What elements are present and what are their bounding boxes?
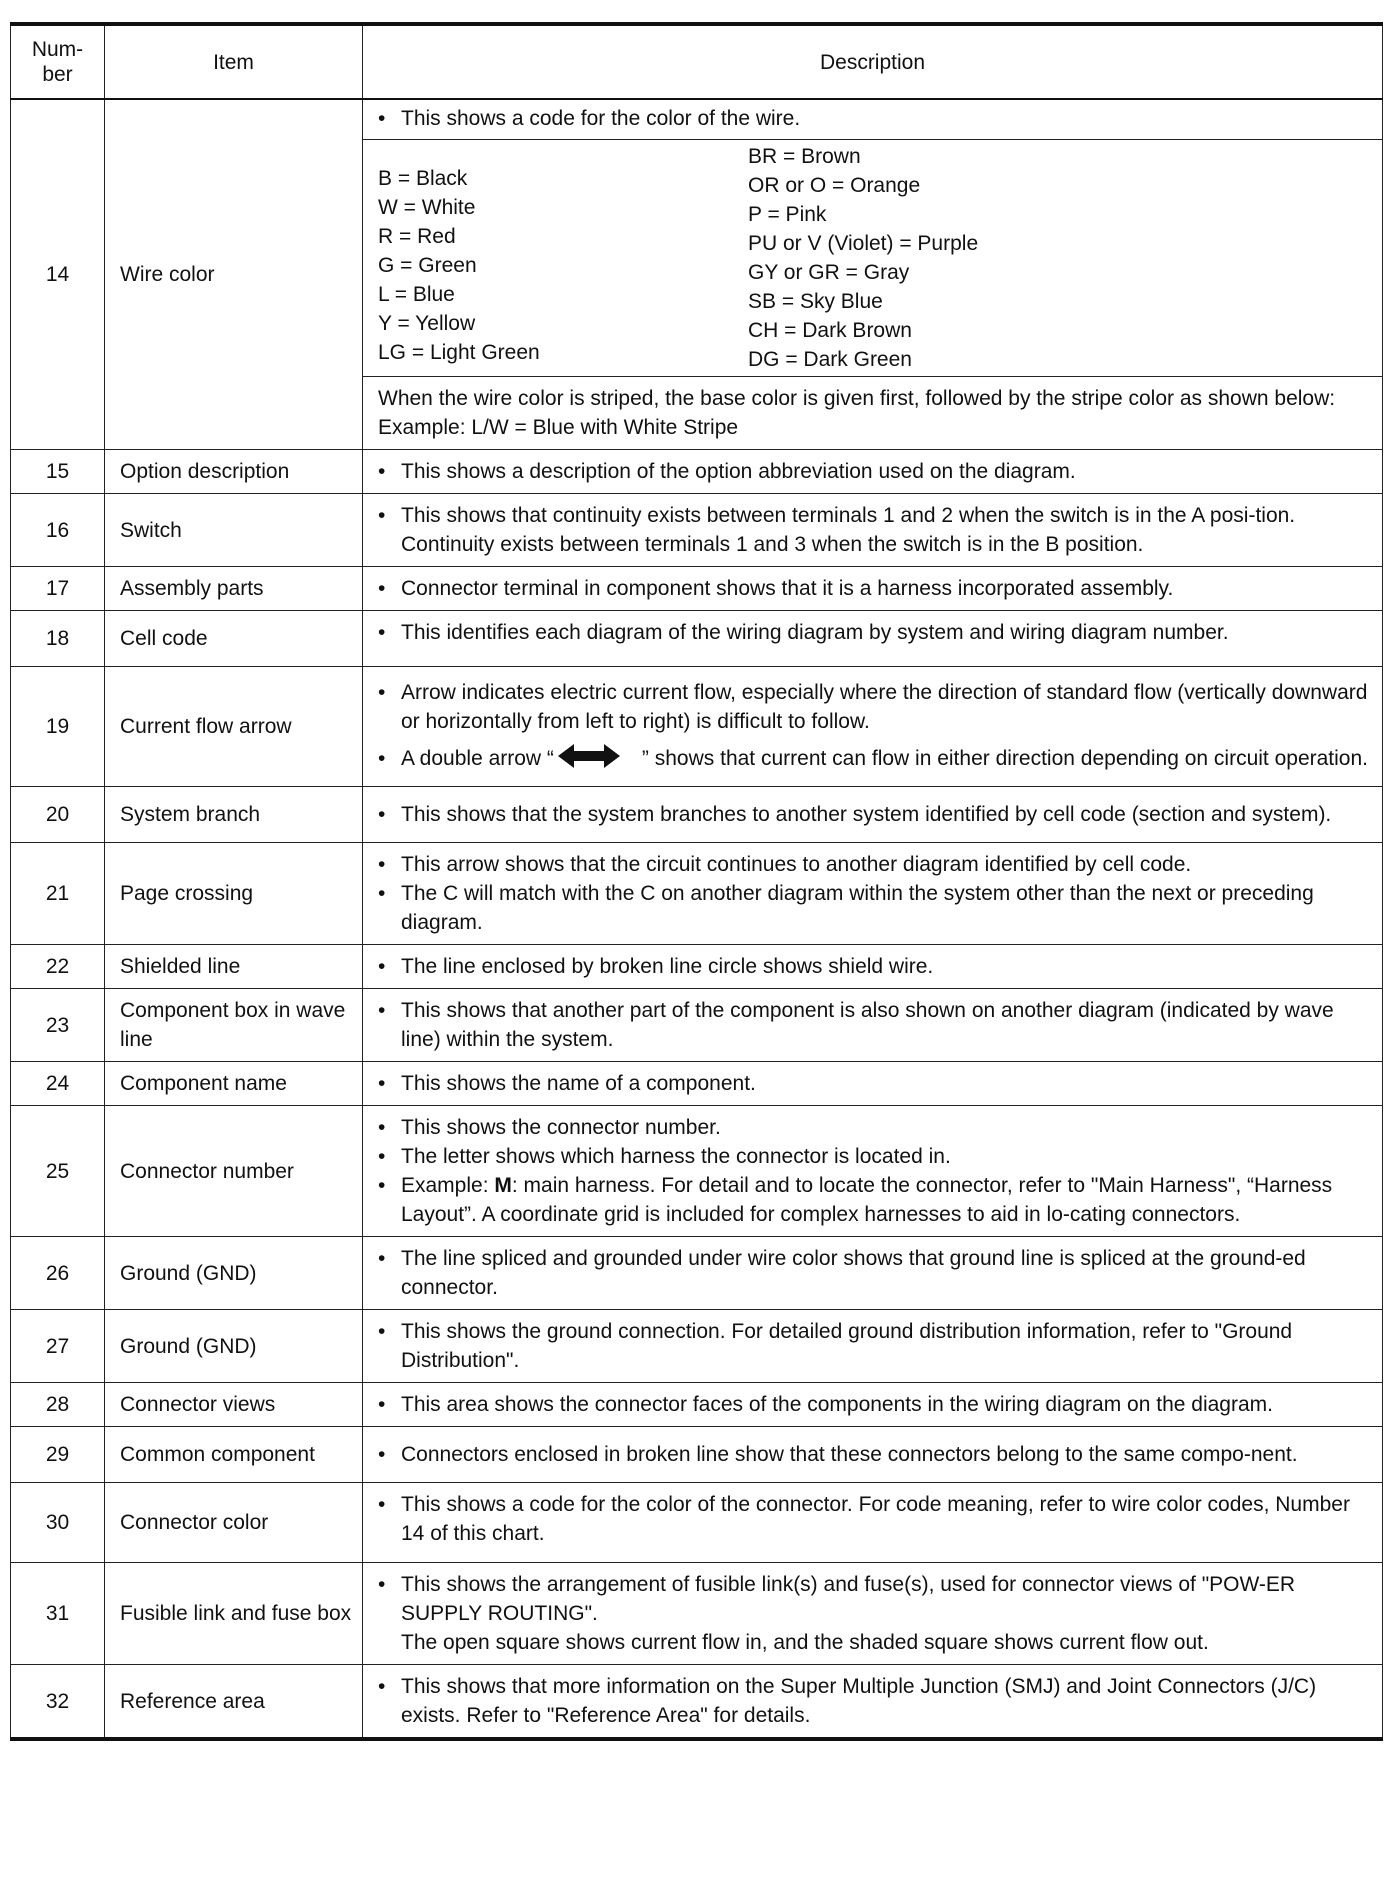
row-number: 27 — [11, 1310, 105, 1383]
table-row-15 — [11, 450, 1383, 494]
row-item: Page crossing — [105, 843, 363, 945]
table-row-22 — [11, 945, 1383, 989]
row-item: Switch — [105, 494, 363, 567]
description-bullet — [378, 1171, 1378, 1229]
row-number: 29 — [11, 1427, 105, 1483]
row-item: Wire color — [105, 99, 363, 450]
description-bullet: • This identifies each diagram of the wiring diagram by system and wiring diagram number. — [378, 618, 1378, 647]
table-row-24 — [11, 1062, 1383, 1106]
table-row-19 — [11, 667, 1383, 787]
description-bullet: • This shows that continuity exists between terminals 1 and 2 when the switch is in the A posi-tion. Continuity exists between terminals 1 and 3 when the switch is in the B position. — [378, 501, 1378, 559]
description-bullet: • This shows a code for the color of the connector. For code meaning, refer to wire color codes, Number 14 of this chart. — [378, 1490, 1378, 1548]
row-number: 17 — [11, 567, 105, 611]
row-number: 24 — [11, 1062, 105, 1106]
wire-color-codes — [363, 139, 1382, 376]
row-number: 28 — [11, 1383, 105, 1427]
wire-color-code: BR = Brown — [748, 145, 861, 168]
row-item: Reference area — [105, 1665, 363, 1740]
stripe-example: Example: L/W = Blue with White Stripe — [378, 416, 739, 439]
double-arrow-icon — [558, 744, 620, 776]
table-row-20 — [11, 787, 1383, 843]
table-row-16 — [11, 494, 1383, 567]
row-item: System branch — [105, 787, 363, 843]
row-description — [363, 494, 1383, 567]
row-item: Option description — [105, 450, 363, 494]
row-number: 20 — [11, 787, 105, 843]
wire-color-code: W = White — [378, 196, 476, 219]
row-item: Connector color — [105, 1483, 363, 1563]
row-number: 16 — [11, 494, 105, 567]
wire-color-list-left — [378, 142, 748, 374]
row-number: 25 — [11, 1106, 105, 1237]
row-number: 31 — [11, 1563, 105, 1665]
arrow-text-after: ” shows that current can flow in either direction depending on circuit operation. — [641, 746, 1368, 770]
header-number: Num-ber — [11, 24, 105, 99]
stripe-note — [363, 376, 1382, 449]
wire-color-code: L = Blue — [378, 283, 455, 306]
row-number: 21 — [11, 843, 105, 945]
row-number: 19 — [11, 667, 105, 787]
wire-color-code: R = Red — [378, 225, 456, 248]
table-row-17 — [11, 567, 1383, 611]
header-description: Description — [363, 24, 1383, 99]
table-row-27 — [11, 1310, 1383, 1383]
wire-color-code: Y = Yellow — [378, 312, 476, 335]
wire-color-code: LG = Light Green — [378, 341, 540, 364]
description-bullet: • This arrow shows that the circuit continues to another diagram identified by cell code. — [378, 850, 1378, 879]
description-bullet: • This shows that the system branches to another system identified by cell code (section and system). — [378, 800, 1378, 829]
row-item: Component box in wave line — [105, 989, 363, 1062]
row-item: Ground (GND) — [105, 1237, 363, 1310]
table-row-28 — [11, 1383, 1383, 1427]
row-item: Fusible link and fuse box — [105, 1563, 363, 1665]
row-description — [363, 1237, 1383, 1310]
row-item: Current flow arrow — [105, 667, 363, 787]
wire-color-code: P = Pink — [748, 203, 827, 226]
row-item: Shielded line — [105, 945, 363, 989]
arrow-text-before: A double arrow “ — [401, 746, 554, 770]
table-row-21 — [11, 843, 1383, 945]
description-bullet: • The letter shows which harness the connector is located in. — [378, 1142, 1378, 1171]
wire-color-code: OR or O = Orange — [748, 174, 921, 197]
description-bullet: • This shows the connector number. — [378, 1113, 1378, 1142]
wire-color-code: GY or GR = Gray — [748, 261, 910, 284]
description-bullet: • This shows the arrangement of fusible link(s) and fuse(s), used for connector views of "POW-ER SUPPLY ROUTING". — [378, 1570, 1378, 1628]
row-item: Cell code — [105, 611, 363, 667]
stripe-note-text: When the wire color is striped, the base color is given first, followed by the stripe color as shown below: — [378, 387, 1336, 410]
row-description — [363, 787, 1383, 843]
example-prefix: Example: — [401, 1174, 495, 1197]
row-description — [363, 1483, 1383, 1563]
description-bullet: • Connectors enclosed in broken line show that these connectors belong to the same compo-nent. — [378, 1440, 1378, 1469]
row-number: 23 — [11, 989, 105, 1062]
row-item: Connector views — [105, 1383, 363, 1427]
row-item: Component name — [105, 1062, 363, 1106]
row-item: Assembly parts — [105, 567, 363, 611]
description-bullet: • This shows the name of a component. — [378, 1069, 1378, 1098]
wire-color-code: G = Green — [378, 254, 477, 277]
header-row — [11, 24, 1383, 99]
wire-color-code: PU or V (Violet) = Purple — [748, 232, 979, 255]
row-description — [363, 1106, 1383, 1237]
row-number: 18 — [11, 611, 105, 667]
table-row-26 — [11, 1237, 1383, 1310]
row-number: 30 — [11, 1483, 105, 1563]
row-item: Ground (GND) — [105, 1310, 363, 1383]
row-description — [363, 1665, 1383, 1740]
table-row-31 — [11, 1563, 1383, 1665]
harness-letter: M — [494, 1174, 512, 1197]
table-row-14 — [11, 99, 1383, 450]
row-description — [363, 1383, 1383, 1427]
wire-color-code: DG = Dark Green — [748, 348, 912, 371]
example-text: : main harness. For detail and to locate the connector, refer to "Main Harness", “Harness Layout”. A coordinate grid is included for complex harnesses to aid in lo-cating connectors. — [401, 1174, 1333, 1226]
wire-color-code: SB = Sky Blue — [748, 290, 883, 313]
table-row-25 — [11, 1106, 1383, 1237]
row-description — [363, 843, 1383, 945]
description-bullet: • This shows the ground connection. For detailed ground distribution information, refer to "Ground Distribution". — [378, 1317, 1378, 1375]
bullet-spacer — [378, 736, 1378, 744]
description-bullet: • The C will match with the C on another diagram within the system other than the next or preceding diagram. — [378, 879, 1378, 937]
table-row-30 — [11, 1483, 1383, 1563]
row-number: 14 — [11, 99, 105, 450]
row-description — [363, 667, 1383, 787]
row-number: 15 — [11, 450, 105, 494]
row-number: 22 — [11, 945, 105, 989]
description-bullet: • The line enclosed by broken line circle shows shield wire. — [378, 952, 1378, 981]
description-bullet: • This shows that another part of the component is also shown on another diagram (indicated by wave line) within the system. — [378, 996, 1378, 1054]
row-item: Connector number — [105, 1106, 363, 1237]
legend-table — [10, 22, 1383, 1741]
wire-color-list-right — [748, 142, 1118, 374]
wire-color-code: B = Black — [378, 167, 468, 190]
row-description — [363, 989, 1383, 1062]
description-bullet: • This area shows the connector faces of the components in the wiring diagram on the diagram. — [378, 1390, 1378, 1419]
table-row-23 — [11, 989, 1383, 1062]
wire-color-code: CH = Dark Brown — [748, 319, 912, 342]
row-description — [363, 1062, 1383, 1106]
row-description — [363, 611, 1383, 667]
row-description — [363, 1427, 1383, 1483]
row-description — [363, 99, 1383, 450]
table-row-29 — [11, 1427, 1383, 1483]
description-bullet: • This shows that more information on the Super Multiple Junction (SMJ) and Joint Connectors (J/C) exists. Refer to "Reference Area" for details. — [378, 1672, 1378, 1730]
row-number: 26 — [11, 1237, 105, 1310]
description-bullet: • Arrow indicates electric current flow, especially where the direction of standard flow (vertically downward or horizontally from left to right) is difficult to follow. — [378, 678, 1378, 736]
description-bullet: • The line spliced and grounded under wire color shows that ground line is spliced at the ground-ed connector. — [378, 1244, 1378, 1302]
description-bullet: • This shows a code for the color of the wire. — [378, 104, 1378, 133]
header-item: Item — [105, 24, 363, 99]
description-continuation: The open square shows current flow in, and the shaded square shows current flow out. — [401, 1631, 1209, 1654]
row-description — [363, 1310, 1383, 1383]
description-bullet: • This shows a description of the option abbreviation used on the diagram. — [378, 457, 1378, 486]
row-item: Common component — [105, 1427, 363, 1483]
row-description — [363, 450, 1383, 494]
table-row-32 — [11, 1665, 1383, 1740]
table-row-18 — [11, 611, 1383, 667]
row-description — [363, 567, 1383, 611]
row-description — [363, 945, 1383, 989]
row-number: 32 — [11, 1665, 105, 1740]
row-description — [363, 1563, 1383, 1665]
description-bullet — [378, 744, 1378, 776]
description-bullet: • Connector terminal in component shows that it is a harness incorporated assembly. — [378, 574, 1378, 603]
